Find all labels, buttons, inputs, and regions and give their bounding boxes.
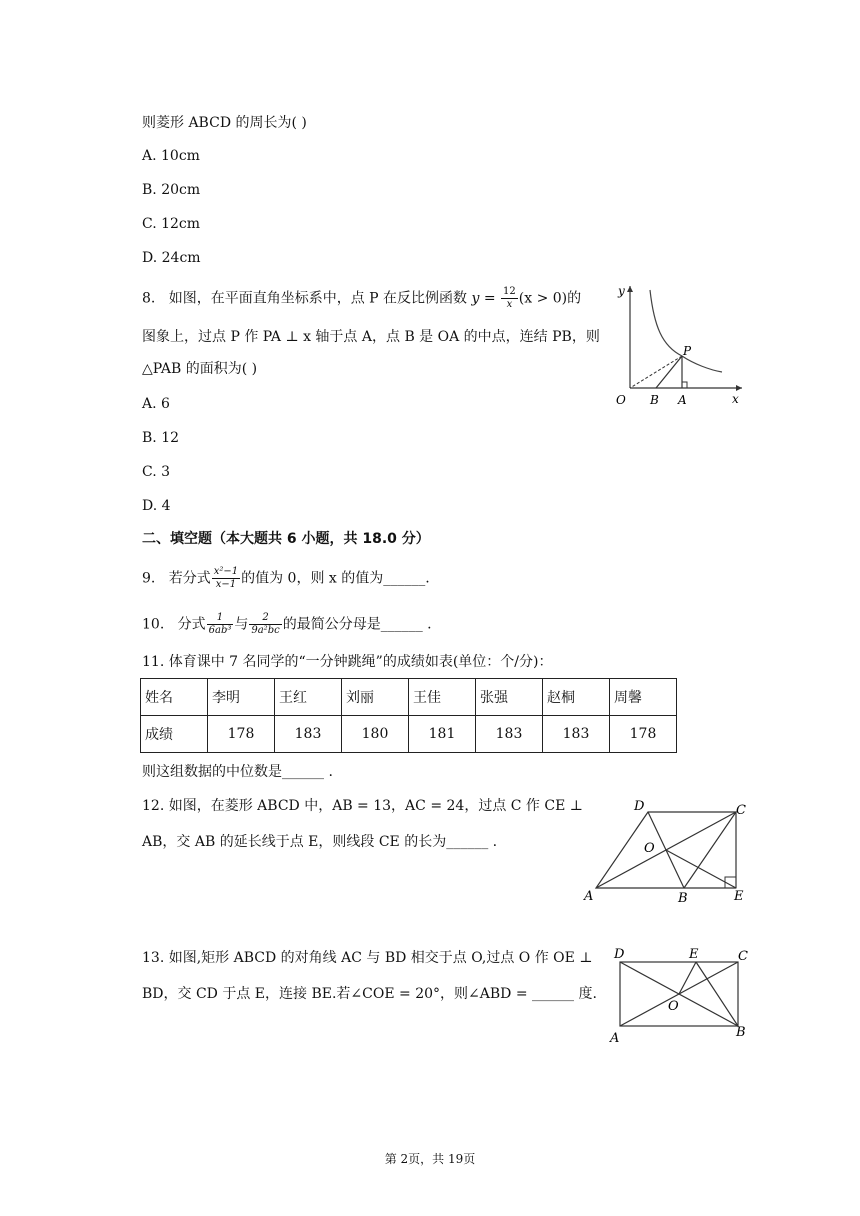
- q7-option-d: D. 24cm: [142, 250, 201, 266]
- q13-line2: BD，交 CD 于点 E，连接 BE.若∠COE = 20°，则∠ABD = ______ 度.: [142, 986, 597, 1002]
- table-cell: 181: [409, 716, 476, 753]
- label-e: E: [734, 889, 744, 904]
- label-b: B: [650, 393, 659, 407]
- label-c: C: [736, 803, 746, 818]
- q9-number: 9.: [142, 570, 156, 587]
- table-cell: 178: [208, 716, 275, 753]
- q11-tail: 则这组数据的中位数是______ .: [142, 764, 333, 780]
- q12-rhombus-figure: [578, 796, 750, 906]
- q8-condition: (x > 0)的: [518, 290, 582, 307]
- q10-mid: 与: [234, 616, 249, 633]
- q13-line1: 13. 如图,矩形 ABCD 的对角线 AC 与 BD 相交于点 O,过点 O 作 OE ⊥: [142, 950, 593, 966]
- table-cell: 姓名: [141, 679, 208, 716]
- table-row: [141, 716, 677, 753]
- page-footer: 第 2页，共 19页: [384, 1152, 476, 1166]
- right-angle-mark: [682, 382, 687, 388]
- q10-number: 10.: [142, 616, 165, 633]
- q8-number: 8.: [142, 290, 156, 307]
- q13-rectangle-figure: [606, 944, 754, 1044]
- q10-f2-num: 2: [249, 612, 281, 625]
- q7-option-b: B. 20cm: [142, 182, 201, 198]
- label-y: y: [618, 284, 625, 298]
- q8-line1: [142, 286, 581, 311]
- q7-stem: 则菱形 ABCD 的周长为( ): [142, 115, 307, 131]
- q8-line3: △PAB 的面积为( ): [142, 361, 258, 377]
- table-cell: 王红: [275, 679, 342, 716]
- q10-text-b: 的最简公分母是______ .: [282, 616, 432, 633]
- q8-option-d: D. 4: [142, 498, 171, 514]
- q8-option-c: C. 3: [142, 464, 171, 480]
- segment-be: [696, 962, 738, 1026]
- q8-frac-num: 12: [503, 286, 516, 297]
- y-axis-arrow: [627, 286, 633, 292]
- segment-pb: [656, 356, 682, 388]
- label-o: O: [644, 841, 655, 856]
- label-d: D: [634, 799, 645, 814]
- q9-fraction: [212, 566, 240, 591]
- table-cell: 刘丽: [342, 679, 409, 716]
- q10-f1-num: 1: [207, 612, 234, 625]
- label-d: D: [614, 947, 625, 962]
- table-cell: 178: [610, 716, 677, 753]
- q9-text-b: 的值为 0，则 x 的值为______.: [241, 570, 430, 587]
- q9-frac-num: x²−1: [213, 566, 239, 577]
- q8-eq-y: y =: [471, 290, 496, 307]
- label-p: P: [683, 344, 692, 358]
- q9-frac-den: x−1: [215, 579, 237, 590]
- q8-line2: 图象上，过点 P 作 PA ⊥ x 轴于点 A，点 B 是 OA 的中点，连结 PB，则: [142, 329, 600, 345]
- q7-option-a: A. 10cm: [142, 148, 200, 164]
- label-o: O: [668, 999, 679, 1014]
- q8-option-b: B. 12: [142, 430, 180, 446]
- label-a: A: [610, 1031, 620, 1044]
- table-cell: 183: [476, 716, 543, 753]
- table-cell: 赵桐: [543, 679, 610, 716]
- segment-po-dashed: [630, 356, 682, 388]
- label-b: B: [736, 1025, 746, 1040]
- label-o: O: [616, 393, 626, 407]
- q10-f1-den: 6ab³: [208, 625, 232, 636]
- table-cell: 周馨: [610, 679, 677, 716]
- hyperbola-curve: [650, 290, 722, 372]
- q9-line: [142, 566, 430, 591]
- label-a: A: [584, 889, 594, 904]
- q10-f2-den: 9a²bc: [251, 625, 280, 636]
- table-cell: 张强: [476, 679, 543, 716]
- table-row: [141, 679, 677, 716]
- q10-text-a: 分式: [177, 616, 206, 633]
- q8-frac-den: x: [506, 299, 513, 310]
- section-heading: 二、填空题（本大题共 6 小题，共 18.0 分）: [142, 531, 430, 547]
- label-e: E: [689, 947, 699, 962]
- q8-graph-figure: [610, 276, 750, 408]
- label-b: B: [678, 891, 688, 906]
- table-cell: 180: [342, 716, 409, 753]
- q10-fraction-1: [207, 612, 234, 637]
- label-c: C: [738, 949, 748, 964]
- q10-line: [142, 612, 432, 637]
- table-cell: 李明: [208, 679, 275, 716]
- q10-fraction-2: [249, 612, 281, 637]
- q8-option-a: A. 6: [142, 396, 170, 412]
- table-cell: 成绩: [141, 716, 208, 753]
- table-cell: 183: [275, 716, 342, 753]
- label-x: x: [732, 392, 739, 406]
- q11-stem: 11. 体育课中 7 名同学的“一分钟跳绳”的成绩如表(单位：个/分)：: [142, 654, 553, 670]
- table-cell: 183: [543, 716, 610, 753]
- q11-score-table: [140, 678, 677, 753]
- q8-text-a: 如图，在平面直角坐标系中，点 P 在反比例函数: [168, 290, 468, 307]
- label-a: A: [678, 393, 687, 407]
- table-cell: 王佳: [409, 679, 476, 716]
- q8-fraction: [501, 286, 518, 311]
- q12-line2: AB，交 AB 的延长线于点 E，则线段 CE 的长为______ .: [142, 834, 498, 850]
- q12-line1: 12. 如图，在菱形 ABCD 中，AB = 13，AC = 24，过点 C 作 CE ⊥: [142, 798, 583, 814]
- q9-text-a: 若分式: [168, 570, 211, 587]
- q7-option-c: C. 12cm: [142, 216, 201, 232]
- x-axis-arrow: [736, 385, 742, 391]
